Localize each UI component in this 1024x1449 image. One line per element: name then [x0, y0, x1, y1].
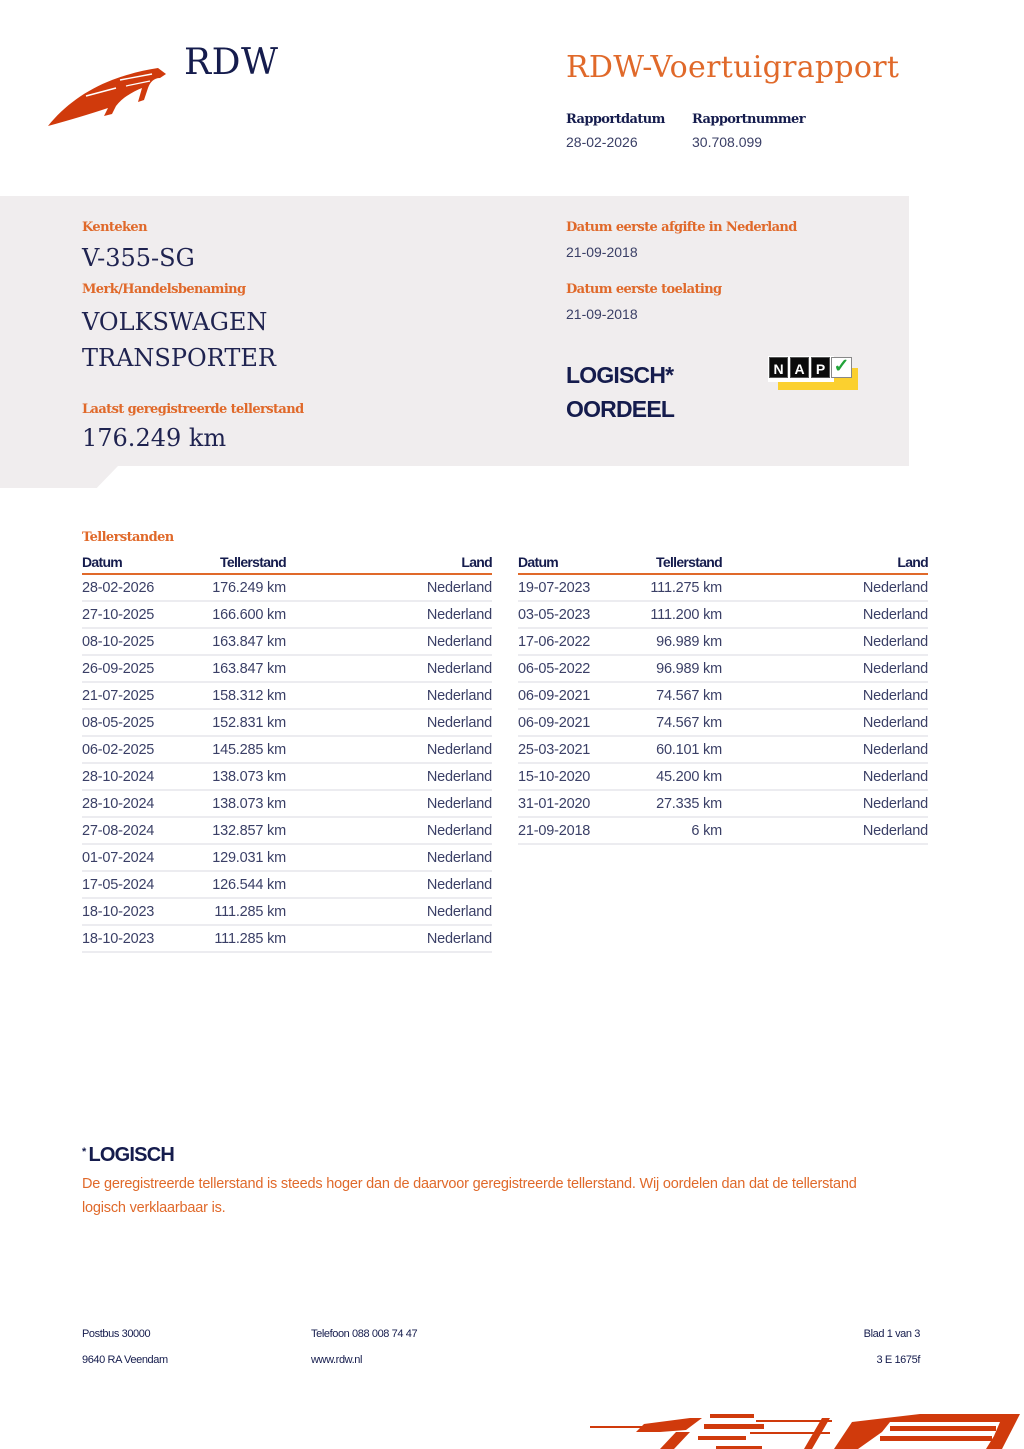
- odometer-country: Nederland: [286, 898, 492, 925]
- table-row: [82, 763, 492, 790]
- make-line-1: VOLKSWAGEN: [82, 308, 268, 336]
- odometer-date: 19-07-2023: [518, 574, 642, 601]
- footer-phone: Telefoon 088 008 74 47: [311, 1328, 418, 1340]
- odometer-date: 01-07-2024: [82, 844, 206, 871]
- odometer-date: 06-09-2021: [518, 709, 642, 736]
- table-header-row: [518, 552, 928, 574]
- rdw-logo-icon: [46, 64, 168, 128]
- table-row: [518, 736, 928, 763]
- odometer-date: 08-05-2025: [82, 709, 206, 736]
- footnote-title-text: LOGISCH: [88, 1144, 174, 1166]
- column-header-reading: Tellerstand: [642, 552, 722, 574]
- odometer-country: Nederland: [722, 736, 928, 763]
- odometer-country: Nederland: [722, 682, 928, 709]
- footer-page-number: Blad 1 van 3: [863, 1328, 920, 1340]
- table-row: [82, 871, 492, 898]
- odometer-date: 27-10-2025: [82, 601, 206, 628]
- column-header-date: Datum: [518, 552, 642, 574]
- table-row: [518, 817, 928, 844]
- table-row: [518, 574, 928, 601]
- first-issue-nl-value: 21-09-2018: [566, 244, 638, 260]
- odometer-reading: 129.031 km: [206, 844, 286, 871]
- odometer-country: Nederland: [286, 844, 492, 871]
- odometer-country: Nederland: [722, 817, 928, 844]
- odometer-country: Nederland: [722, 763, 928, 790]
- odometer-country: Nederland: [286, 736, 492, 763]
- odometer-date: 28-10-2024: [82, 790, 206, 817]
- table-row: [82, 682, 492, 709]
- odometer-reading: 96.989 km: [642, 628, 722, 655]
- report-date-label: Rapportdatum: [566, 112, 665, 127]
- odometer-rows-left: [82, 574, 492, 952]
- odometer-reading: 132.857 km: [206, 817, 286, 844]
- table-row: [82, 574, 492, 601]
- odometer-rows-right: [518, 574, 928, 844]
- first-issue-nl-label: Datum eerste afgifte in Nederland: [566, 220, 797, 235]
- odometer-reading: 138.073 km: [206, 790, 286, 817]
- odometer-country: Nederland: [286, 574, 492, 601]
- footer-stripes-decoration-icon: [590, 1408, 1024, 1449]
- column-header-date: Datum: [82, 552, 206, 574]
- odometer-reading: 163.847 km: [206, 628, 286, 655]
- odometer-date: 03-05-2023: [518, 601, 642, 628]
- odometer-country: Nederland: [286, 601, 492, 628]
- odometer-country: Nederland: [722, 601, 928, 628]
- odometer-date: 28-02-2026: [82, 574, 206, 601]
- plate-label: Kenteken: [82, 220, 147, 235]
- column-header-reading: Tellerstand: [206, 552, 286, 574]
- table-row: [82, 790, 492, 817]
- footnote-text: De geregistreerde tellerstand is steeds hoger dan de daarvoor geregistreerde tellerstand. Wij oordelen dan dat de tellerstand logisch verklaarbaar is.: [82, 1176, 857, 1216]
- table-row: [82, 655, 492, 682]
- odometer-country: Nederland: [286, 871, 492, 898]
- table-row: [518, 628, 928, 655]
- odometer-date: 18-10-2023: [82, 898, 206, 925]
- table-row: [82, 925, 492, 952]
- odometer-reading: 138.073 km: [206, 763, 286, 790]
- column-header-country: Land: [722, 552, 928, 574]
- odometer-country: Nederland: [286, 709, 492, 736]
- odometer-reading: 176.249 km: [206, 574, 286, 601]
- odometer-table-left: [82, 552, 492, 953]
- odometer-date: 17-06-2022: [518, 628, 642, 655]
- odometer-country: Nederland: [722, 655, 928, 682]
- footer-website-link[interactable]: www.rdw.nl: [311, 1354, 363, 1366]
- odometer-date: 31-01-2020: [518, 790, 642, 817]
- table-row: [518, 682, 928, 709]
- column-header-country: Land: [286, 552, 492, 574]
- last-odometer-value: 176.249 km: [82, 424, 227, 452]
- footer-address-line-2: 9640 RA Veendam: [82, 1354, 168, 1366]
- odometer-country: Nederland: [286, 682, 492, 709]
- odometer-reading: 96.989 km: [642, 655, 722, 682]
- odometer-country: Nederland: [722, 574, 928, 601]
- odometer-date: 27-08-2024: [82, 817, 206, 844]
- odometer-date: 15-10-2020: [518, 763, 642, 790]
- odometer-date: 06-05-2022: [518, 655, 642, 682]
- odometer-reading: 166.600 km: [206, 601, 286, 628]
- odometer-date: 21-07-2025: [82, 682, 206, 709]
- table-row: [82, 898, 492, 925]
- table-row: [518, 709, 928, 736]
- odometer-date: 06-09-2021: [518, 682, 642, 709]
- make-label: Merk/Handelsbenaming: [82, 282, 246, 297]
- odometer-country: Nederland: [286, 925, 492, 952]
- checkmark-icon: ✓: [831, 357, 852, 378]
- table-row: [82, 628, 492, 655]
- table-row: [82, 844, 492, 871]
- odometer-reading: 74.567 km: [642, 709, 722, 736]
- odometer-reading: 74.567 km: [642, 682, 722, 709]
- first-admission-label: Datum eerste toelating: [566, 282, 722, 297]
- odometer-reading: 126.544 km: [206, 871, 286, 898]
- nap-key-p: P: [811, 357, 830, 378]
- report-date: 28-02-2026: [566, 134, 638, 150]
- table-row: [82, 601, 492, 628]
- nap-key-a: A: [790, 357, 809, 378]
- table-row: [518, 655, 928, 682]
- nap-key-n: N: [769, 357, 788, 378]
- footer-address-line-1: Postbus 30000: [82, 1328, 151, 1340]
- table-row: [82, 817, 492, 844]
- odometer-reading: 111.285 km: [206, 925, 286, 952]
- footnote-asterisk: *: [82, 1146, 86, 1158]
- odometer-country: Nederland: [286, 655, 492, 682]
- odometer-date: 17-05-2024: [82, 871, 206, 898]
- verdict-line-2: OORDEEL: [566, 396, 675, 422]
- odometer-date: 28-10-2024: [82, 763, 206, 790]
- odometer-country: Nederland: [286, 790, 492, 817]
- footer-document-code: 3 E 1675f: [876, 1354, 920, 1366]
- odometer-country: Nederland: [722, 790, 928, 817]
- report-number: 30.708.099: [692, 134, 763, 150]
- odometer-reading: 27.335 km: [642, 790, 722, 817]
- odometer-country: Nederland: [286, 628, 492, 655]
- footnote-title: [82, 1144, 174, 1167]
- last-odometer-label: Laatst geregistreerde tellerstand: [82, 402, 304, 417]
- table-row: [518, 601, 928, 628]
- report-title: RDW-Voertuigrapport: [566, 50, 900, 85]
- odometer-reading: 152.831 km: [206, 709, 286, 736]
- odometer-reading: 111.285 km: [206, 898, 286, 925]
- odometer-date: 25-03-2021: [518, 736, 642, 763]
- make-line-2: TRANSPORTER: [82, 344, 276, 372]
- nap-badge: [768, 356, 860, 392]
- odometer-country: Nederland: [722, 709, 928, 736]
- table-header-row: [82, 552, 492, 574]
- brand-name: RDW: [184, 42, 279, 83]
- table-row: [82, 709, 492, 736]
- odometer-reading: 111.275 km: [642, 574, 722, 601]
- table-row: [518, 763, 928, 790]
- odometer-date: 08-10-2025: [82, 628, 206, 655]
- odometer-section-title: Tellerstanden: [82, 530, 174, 545]
- panel-tab-decoration: [0, 466, 118, 488]
- odometer-country: Nederland: [286, 817, 492, 844]
- table-row: [82, 736, 492, 763]
- odometer-reading: 45.200 km: [642, 763, 722, 790]
- odometer-reading: 158.312 km: [206, 682, 286, 709]
- first-admission-value: 21-09-2018: [566, 306, 638, 322]
- odometer-date: 26-09-2025: [82, 655, 206, 682]
- odometer-reading: 6 km: [642, 817, 722, 844]
- odometer-date: 18-10-2023: [82, 925, 206, 952]
- odometer-reading: 163.847 km: [206, 655, 286, 682]
- odometer-table-right: [518, 552, 928, 845]
- odometer-reading: 60.101 km: [642, 736, 722, 763]
- plate-value: V-355-SG: [82, 244, 195, 272]
- verdict-line-1: LOGISCH*: [566, 362, 674, 388]
- odometer-date: 06-02-2025: [82, 736, 206, 763]
- odometer-date: 21-09-2018: [518, 817, 642, 844]
- odometer-country: Nederland: [722, 628, 928, 655]
- report-number-label: Rapportnummer: [692, 112, 805, 127]
- odometer-country: Nederland: [286, 763, 492, 790]
- odometer-reading: 145.285 km: [206, 736, 286, 763]
- odometer-reading: 111.200 km: [642, 601, 722, 628]
- table-row: [518, 790, 928, 817]
